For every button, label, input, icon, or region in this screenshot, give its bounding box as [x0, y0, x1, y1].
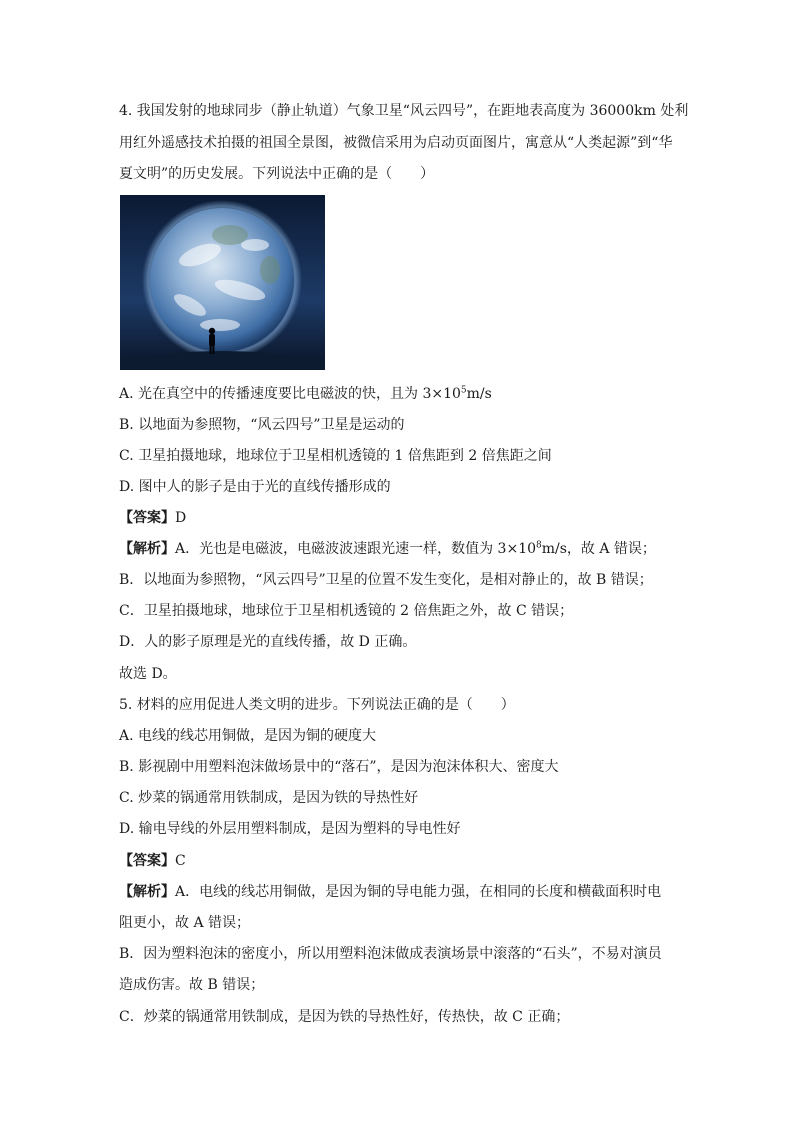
q4-analysis-tag: 【解析】 — [119, 541, 175, 557]
q5-answer-tag: 【答案】 — [119, 853, 175, 869]
q4-option-a-text: A. 光在真空中的传播速度要比电磁波的快，且为 3×10 — [119, 386, 461, 402]
q5-stem: 5. 材料的应用促进人类文明的进步。下列说法正确的是（ ） — [119, 697, 515, 713]
q4-option-b: B. 以地面为参照物，“风云四号”卫星是运动的 — [119, 417, 405, 433]
q4-option-d: D. 图中人的影子是由于光的直线传播形成的 — [119, 479, 391, 495]
earth-photo — [120, 195, 325, 370]
q4-answer — [119, 508, 734, 528]
q4-option-a-unit: m/s — [466, 386, 492, 402]
q4-analysis-a — [119, 539, 734, 559]
q4-option-a — [119, 384, 734, 404]
q5-option-b: B. 影视剧中用塑料泡沫做场景中的“落石”，是因为泡沫体积大、密度大 — [119, 759, 559, 775]
q4-analysis-d: D．人的影子原理是光的直线传播，故 D 正确。 — [119, 634, 417, 650]
q4-analysis-a-exponent: 8 — [536, 540, 542, 551]
q4-analysis-c: C．卫星拍摄地球，地球位于卫星相机透镜的 2 倍焦距之外，故 C 错误； — [119, 603, 574, 619]
q4-analysis-b: B．以地面为参照物，“风云四号”卫星的位置不发生变化，是相对静止的，故 B 错误； — [119, 572, 653, 588]
q4-stem-line-3: 夏文明”的历史发展。下列说法中正确的是（ ） — [119, 166, 435, 182]
q4-answer-value: D — [175, 510, 187, 526]
q4-answer-tag: 【答案】 — [119, 510, 175, 526]
q5-analysis-tag: 【解析】 — [119, 884, 175, 900]
q5-option-d: D. 输电导线的外层用塑料制成，是因为塑料的导电性好 — [119, 821, 461, 837]
q5-analysis-a-line-1 — [119, 882, 734, 902]
q4-stem-line-1: 4. 我国发射的地球同步（静止轨道）气象卫星“风云四号”，在距地表高度为 36000km 处利 — [119, 103, 689, 119]
q4-analysis-a-text: A．光也是电磁波，电磁波波速跟光速一样，数值为 3×10 — [175, 541, 537, 557]
q4-conclusion: 故选 D。 — [119, 666, 177, 682]
q4-stem-line-2: 用红外遥感技术拍摄的祖国全景图，被微信采用为启动页面图片，寓意从“人类起源”到“华 — [119, 135, 673, 151]
q5-analysis-c: C．炒菜的锅通常用铁制成，是因为铁的导热性好，传热快，故 C 正确； — [119, 1009, 570, 1025]
q5-analysis-a-text: A．电线的线芯用铜做，是因为铜的导电能力强，在相同的长度和横截面积时电 — [175, 884, 662, 900]
q4-analysis-a-suffix: m/s，故 A 错误； — [541, 541, 656, 557]
q5-answer — [119, 851, 734, 871]
q5-analysis-b-line-1: B．因为塑料泡沫的密度小，所以用塑料泡沫做成表演场景中滚落的“石头”，不易对演员 — [119, 946, 662, 962]
q5-answer-value: C — [175, 853, 186, 869]
q5-analysis-a-line-2: 阻更小，故 A 错误； — [119, 915, 251, 931]
q5-analysis-b-line-2: 造成伤害。故 B 错误； — [119, 977, 265, 993]
q4-option-c: C. 卫星拍摄地球，地球位于卫星相机透镜的 1 倍焦距到 2 倍焦距之间 — [119, 448, 552, 464]
q4-option-a-exponent: 5 — [460, 385, 467, 396]
q5-option-c: C. 炒菜的锅通常用铁制成，是因为铁的导热性好 — [119, 790, 419, 806]
q5-option-a: A. 电线的线芯用铜做，是因为铜的硬度大 — [119, 728, 377, 744]
earth-illustration — [120, 195, 325, 370]
